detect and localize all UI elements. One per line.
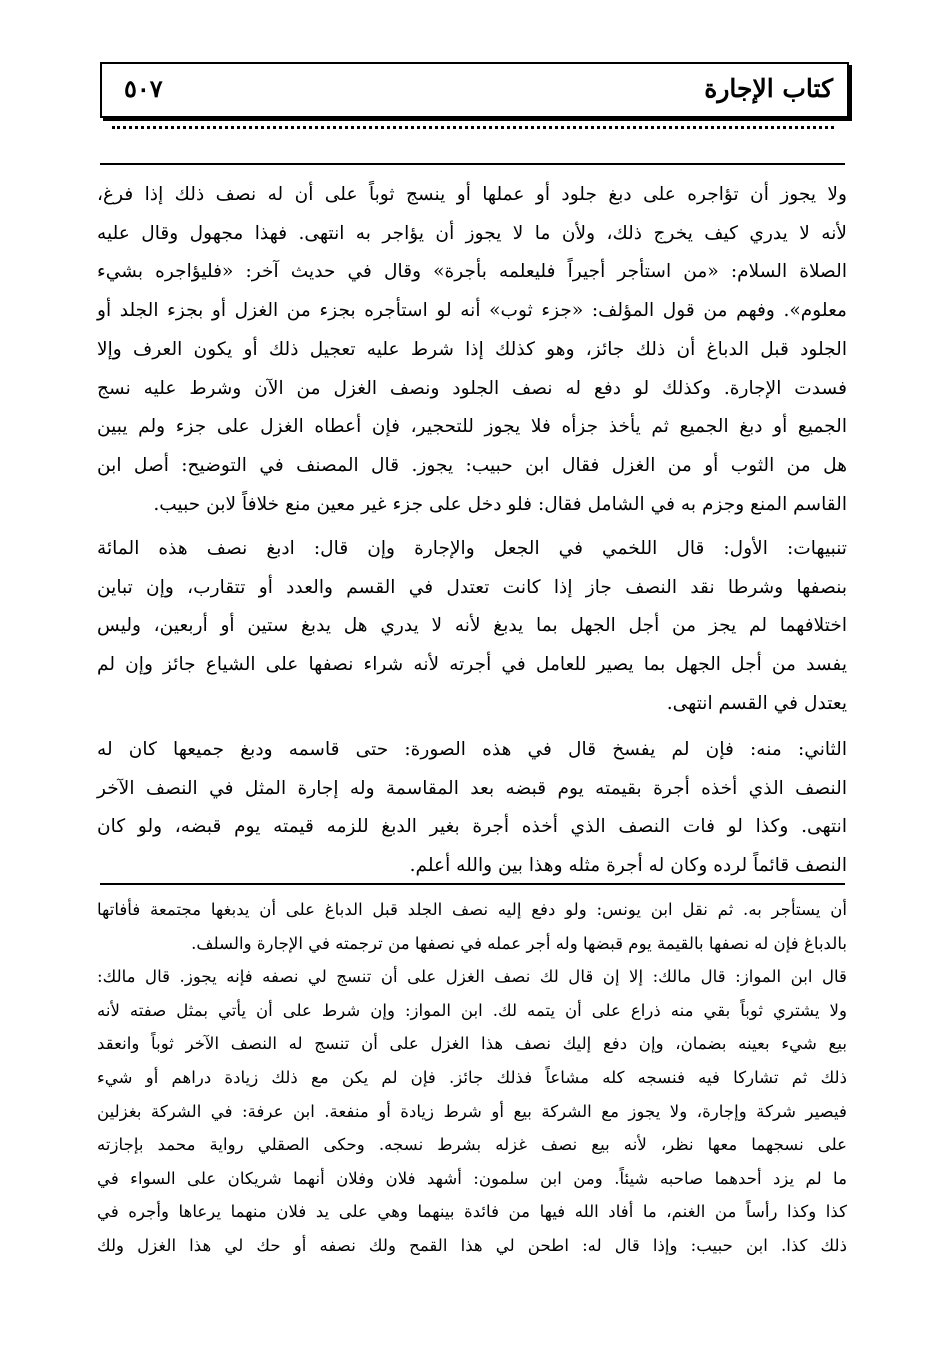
text-line: لأنه لا يدري كيف يخرج ذلك، ولأن ما لا يجوز أن يؤاجر به انتهى. فهذا مجهول وقال عليه (97, 222, 847, 244)
text-line: ولا يجوز أن تؤاجره على دبغ جلود أو عملها أو ينسج ثوباً على أن له نصف ذلك إذا فرغ، (97, 184, 847, 205)
top-rule (100, 163, 845, 165)
text-line: معلوم». وفهم من قول المؤلف: «جزء ثوب» أنه لو استأجره بجزء من الغزل أو بجزء الجلد أو (97, 300, 847, 322)
text-line: النصف الذي أخذه أجرة بقيمته يوم قبضه بعد المقاسمة وله إجارة المثل في النصف الآخر (97, 777, 847, 799)
page-number: ٥٠٧ (124, 74, 163, 103)
footnote-line: ذلك ثم تشاركا فيه فنسجه كله مشاعاً فذلك جائز. فإن لم يكن مع ذلك زيادة دراهم أو شيء (97, 1067, 847, 1087)
main-paragraph-1 (97, 176, 847, 524)
main-paragraph-2 (97, 530, 847, 724)
footnote-line: ما لم يزد أحدهما صاحبه شيئاً. ومن ابن سلمون: أشهد فلان وفلان أنهما شريكان على السواء في (97, 1168, 847, 1188)
main-paragraph-3 (97, 731, 847, 886)
running-header (100, 62, 849, 118)
text-line: انتهى. وكذا لو فات النصف الذي أخذه أجرة بغير الدبغ للزمه قيمته يوم قبضه، ولو كان (97, 816, 847, 838)
footnote-line: قال ابن المواز: قال مالك: إلا إن قال لك نصف الغزل على أن تنسج لي نصفه فإنه يجوز. قال مالك: (97, 967, 847, 987)
footnote-line: بيع شيء بعينه بضمان، وإن دفع إليك نصف هذا الغزل على أن تنسج له النصف الآخر ثوباً وانعقد (97, 1034, 847, 1054)
text-line: تنبيهات: الأول: قال اللخمي في الجعل والإجارة وإن قال: ادبغ نصف هذه المائة (97, 538, 847, 559)
text-line: يعتدل في القسم انتهى. (666, 692, 847, 714)
footnote-line: ذلك كذا. ابن حبيب: وإذا قال له: اطحن لي هذا القمح ولك نصفه أو حك لي هذا الغزل ولك (97, 1235, 847, 1255)
footnote-line: كذا وكذا رأساً من الغنم، ما أفاد الله فيها من فائدة بينهما وهي على يد فلان منهما يرعاها وأجره في (97, 1202, 847, 1222)
footnote-line: فيصير شركة وإجارة، ولا يجوز مع الشركة بيع أو شرط زيادة أو منفعة. ابن عرفة: في الشركة بغزلين (97, 1101, 847, 1121)
footnote-line: على نسجهما معها نظر، لأنه بيع نصف غزله بشرط نسجه. وحكى الصقلي رواية محمد بإجازته (97, 1135, 847, 1155)
text-line: الثاني: منه: فإن لم يفسخ قال في هذه الصورة: حتى قاسمه ودبغ جميعها كان له (97, 739, 847, 760)
chapter-title: كتاب الإجارة (704, 74, 833, 103)
text-line: هل من الثوب أو من الغزل فقال ابن حبيب: يجوز. قال المصنف في التوضيح: أصل ابن (97, 454, 847, 476)
text-line: يفسد من أجل الجهل بما يصير للعامل في أجرته لأنه شراء نصفها على الشياع جائز وإن لم (97, 654, 847, 676)
footnote-line: ولا يشتري ثوباً بقي منه ذراع على أن يتمه لك. ابن المواز: وإن شرط على أن يأتي بمثل صفته لأنه (97, 1000, 847, 1020)
footnote-block (97, 893, 847, 1263)
text-line: فسدت الإجارة. وكذلك لو دفع له نصف الجلود ونصف الغزل من الآن وشرط عليه نسج (97, 377, 847, 399)
text-line: بنصفها وشرطا نقد النصف جاز إذا كانت تعتدل في القسم والعدد أو تتقارب، وإن تباين (97, 576, 847, 598)
text-line: الجلود قبل الدباغ أن ذلك جائز، وهو كذلك إذا شرط عليه تعجيل ذلك أو يكون العرف وإلا (97, 338, 847, 360)
text-line: القاسم المنع وجزم به في الشامل فقال: فلو دخل على جزء غير معين منع خلافاً لابن حبيب. (153, 493, 847, 515)
footnote-line: بالدباغ فإن له نصفها بالقيمة يوم قبضها وله أجر عمله في نصفها من ترجمته في الإجارة والسلف. (191, 933, 847, 953)
text-line: الصلاة السلام: «من استأجر أجيراً فليعلمه بأجرة» وقال في حديث آخر: «فليؤاجره بشيء (97, 261, 847, 283)
footnote-line: أن يستأجر به. ثم نقل ابن يونس: ولو دفع إليه نصف الجلد قبل الدباغ على أن يدبغها مجتمعة فأفاتها (97, 900, 847, 919)
footnote-rule (100, 883, 845, 885)
text-line: الجميع أو دبغ الجميع ثم يأخذ جزأه فلا يجوز للتحجير، فإن أعطاه الغزل على جزء ولم يبين (97, 416, 847, 438)
dotted-divider (112, 126, 834, 129)
text-line: اختلافهما لم يجز من أجل الجهل بما يدبغ لأنه لا يدري هل يدبغ ستين أو أربعين، وليس (97, 615, 847, 637)
text-line: النصف قائماً لرده وكان له أجرة مثله وهذا بين والله أعلم. (409, 855, 847, 877)
